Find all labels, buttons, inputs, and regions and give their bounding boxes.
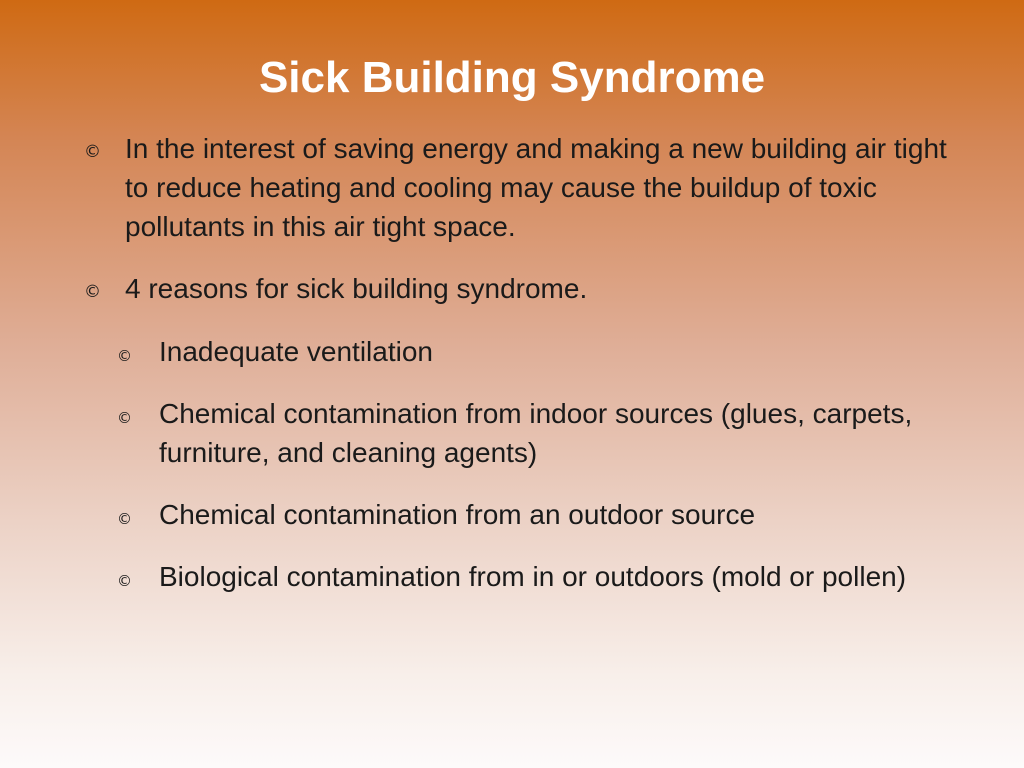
bullet-item xyxy=(84,129,964,246)
sub-bullet-item xyxy=(117,557,957,596)
sub-bullet-item xyxy=(117,394,957,472)
bullet-text: 4 reasons for sick building syndrome. xyxy=(125,273,588,304)
bullet-item xyxy=(84,269,964,308)
sub-bullet-text: Inadequate ventilation xyxy=(159,336,433,367)
sub-bullet-text: Chemical contamination from an outdoor source xyxy=(159,499,756,530)
sub-bullet-marker-icon: © xyxy=(117,572,132,590)
sub-bullet-marker-icon: © xyxy=(117,347,132,365)
slide-title: Sick Building Syndrome xyxy=(258,53,766,102)
sub-bullet-marker-icon: © xyxy=(117,510,132,528)
sub-bullet-text: Chemical contamination from indoor sources (glues, carpets, furniture, and cleaning agents) xyxy=(159,398,913,468)
sub-bullet-item xyxy=(117,332,957,371)
sub-bullet-item xyxy=(117,495,957,534)
bullet-text: In the interest of saving energy and making a new building air tight to reduce heating and cooling may cause the buildup of toxic pollutants in this air tight space. xyxy=(125,133,947,242)
bullet-marker-icon: © xyxy=(84,142,101,162)
bullet-marker-icon: © xyxy=(84,282,101,302)
sub-bullet-marker-icon: © xyxy=(117,409,132,427)
sub-bullet-text: Biological contamination from in or outdoors (mold or pollen) xyxy=(159,561,907,592)
